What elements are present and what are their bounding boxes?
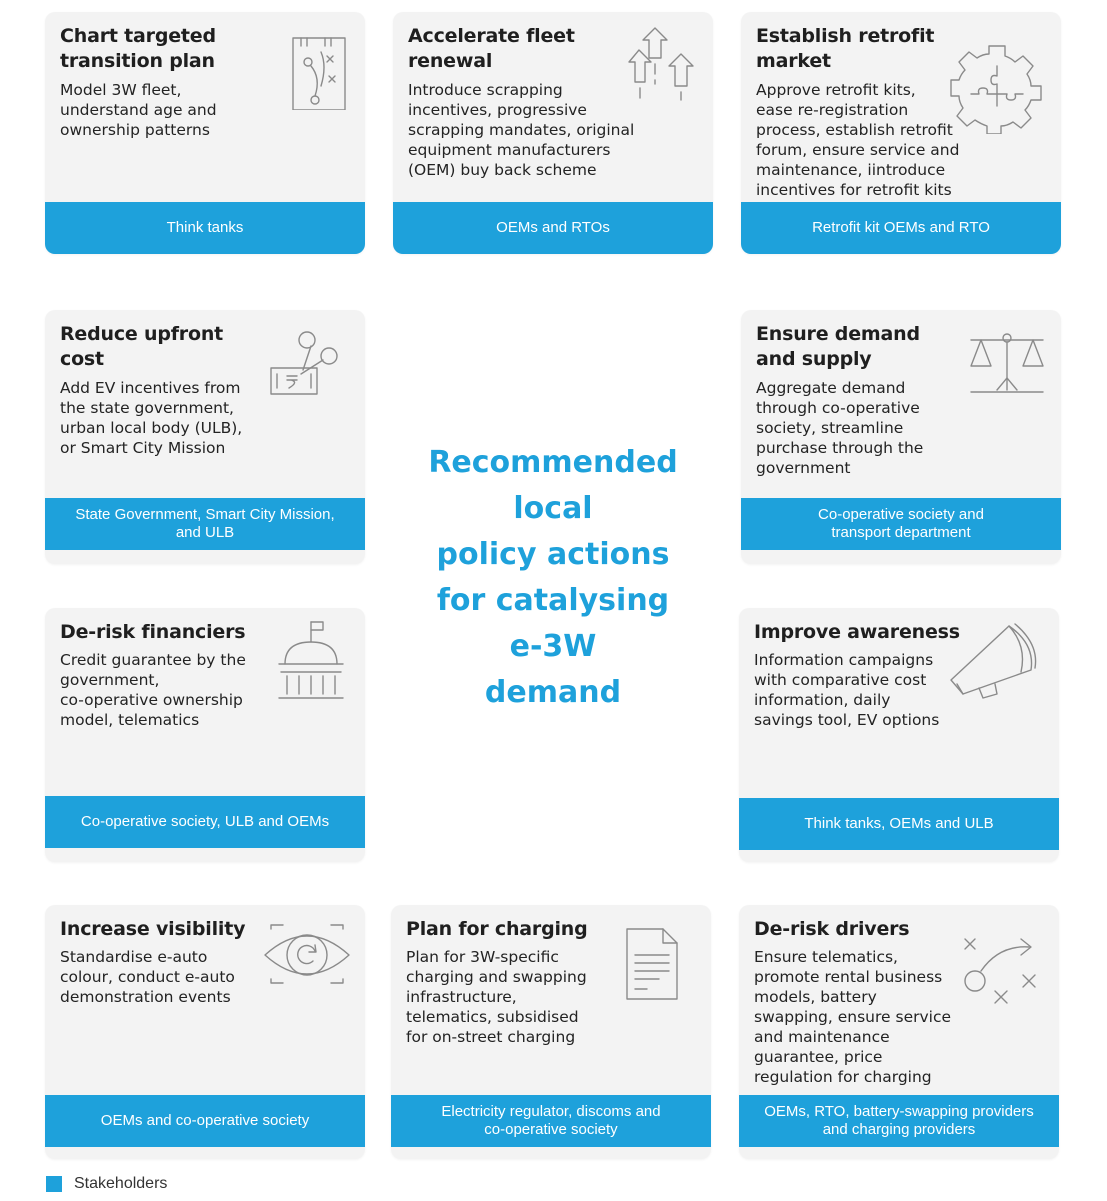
card-establish-retrofit-market <box>741 12 1061 254</box>
stakeholder-label: Co-operative society and transport department <box>818 506 984 541</box>
card-accelerate-fleet-renewal <box>393 12 713 254</box>
card-title: Ensure demand and supply <box>756 323 920 370</box>
card-description: Credit guarantee by the government, co-operative ownership model, telematics <box>60 651 246 729</box>
diagram-center-title: Recommended local policy actions for catalysing e-3W demand <box>428 445 678 710</box>
stakeholder-label: OEMs and RTOs <box>496 219 610 236</box>
card-description: Aggregate demand through co-operative society, streamline purchase through the government <box>756 379 924 477</box>
stakeholder-band <box>741 498 1061 550</box>
card-title: De-risk drivers <box>754 918 910 940</box>
card-reduce-upfront-cost <box>45 310 365 564</box>
strategy-map-icon <box>281 30 361 110</box>
stakeholder-label: Electricity regulator, discoms and co-operative society <box>441 1103 661 1138</box>
card-title: Reduce upfront cost <box>60 323 224 370</box>
stakeholder-band <box>45 796 365 848</box>
scissors-money-icon <box>267 326 347 406</box>
card-ensure-demand-supply <box>741 310 1061 564</box>
document-icon <box>619 925 683 1001</box>
card-plan-for-charging <box>391 905 711 1159</box>
card-description: Ensure telematics, promote rental business models, battery swapping, ensure service and maintenance guarantee, price regulation for charging <box>754 948 952 1086</box>
card-description: Approve retrofit kits, ease re-registration process, establish retrofit forum, ensure service and maintenance, iintroduce incentives for retrofit kits <box>756 81 960 199</box>
card-title: Accelerate fleet renewal <box>408 25 575 72</box>
stakeholder-band <box>393 202 713 254</box>
legend <box>46 1175 167 1193</box>
card-description: Introduce scrapping incentives, progressive scrapping mandates, original equipment manufacturers (OEM) buy back scheme <box>408 81 635 179</box>
megaphone-icon <box>949 622 1041 706</box>
card-increase-visibility <box>45 905 365 1159</box>
government-building-icon <box>273 620 353 700</box>
stakeholder-label: Retrofit kit OEMs and RTO <box>812 219 990 236</box>
legend-label: Stakeholders <box>74 1175 168 1192</box>
stakeholder-band <box>739 1095 1059 1147</box>
card-derisk-drivers <box>739 905 1059 1159</box>
card-title: Chart targeted transition plan <box>60 25 216 72</box>
card-description: Plan for 3W-specific charging and swapping infrastructure, telematics, subsidised for on-street charging <box>406 948 587 1046</box>
stakeholder-label: Co-operative society, ULB and OEMs <box>80 813 330 830</box>
stakeholder-band <box>741 202 1061 254</box>
stakeholder-label: Think tanks <box>166 219 244 236</box>
card-title: Plan for charging <box>406 918 588 940</box>
card-title: Increase visibility <box>60 918 246 940</box>
stakeholder-label: OEMs and co-operative society <box>100 1112 310 1129</box>
stakeholder-band <box>391 1095 711 1147</box>
stakeholder-band <box>45 1095 365 1147</box>
card-title: Establish retrofit market <box>756 25 935 72</box>
card-derisk-financiers <box>45 608 365 862</box>
upward-arrows-icon <box>625 22 705 102</box>
balance-scale-icon <box>967 326 1047 406</box>
stakeholder-band <box>45 202 365 254</box>
stakeholder-label: State Government, Smart City Mission, and ULB <box>75 506 335 541</box>
stakeholder-label: Think tanks, OEMs and ULB <box>804 815 994 832</box>
card-description: Model 3W fleet, understand age and ownership patterns <box>60 81 217 139</box>
legend-swatch <box>46 1176 62 1192</box>
card-improve-awareness <box>739 608 1059 862</box>
stakeholder-label: OEMs, RTO, battery-swapping providers and charging providers <box>764 1103 1034 1138</box>
card-description: Add EV incentives from the state government, urban local body (ULB), or Smart City Mission <box>60 379 243 457</box>
card-description: Information campaigns with comparative cost information, daily savings tool, EV options <box>754 651 940 729</box>
eye-focus-icon <box>261 923 353 987</box>
card-title: Improve awareness <box>754 621 960 643</box>
stakeholder-band <box>45 498 365 550</box>
card-chart-transition-plan <box>45 12 365 254</box>
stakeholder-band <box>739 798 1059 850</box>
card-description: Standardise e-auto colour, conduct e-auto demonstration events <box>60 948 235 1006</box>
card-title: De-risk financiers <box>60 621 246 643</box>
play-strategy-icon <box>959 935 1049 1015</box>
puzzle-gear-icon <box>949 38 1045 134</box>
